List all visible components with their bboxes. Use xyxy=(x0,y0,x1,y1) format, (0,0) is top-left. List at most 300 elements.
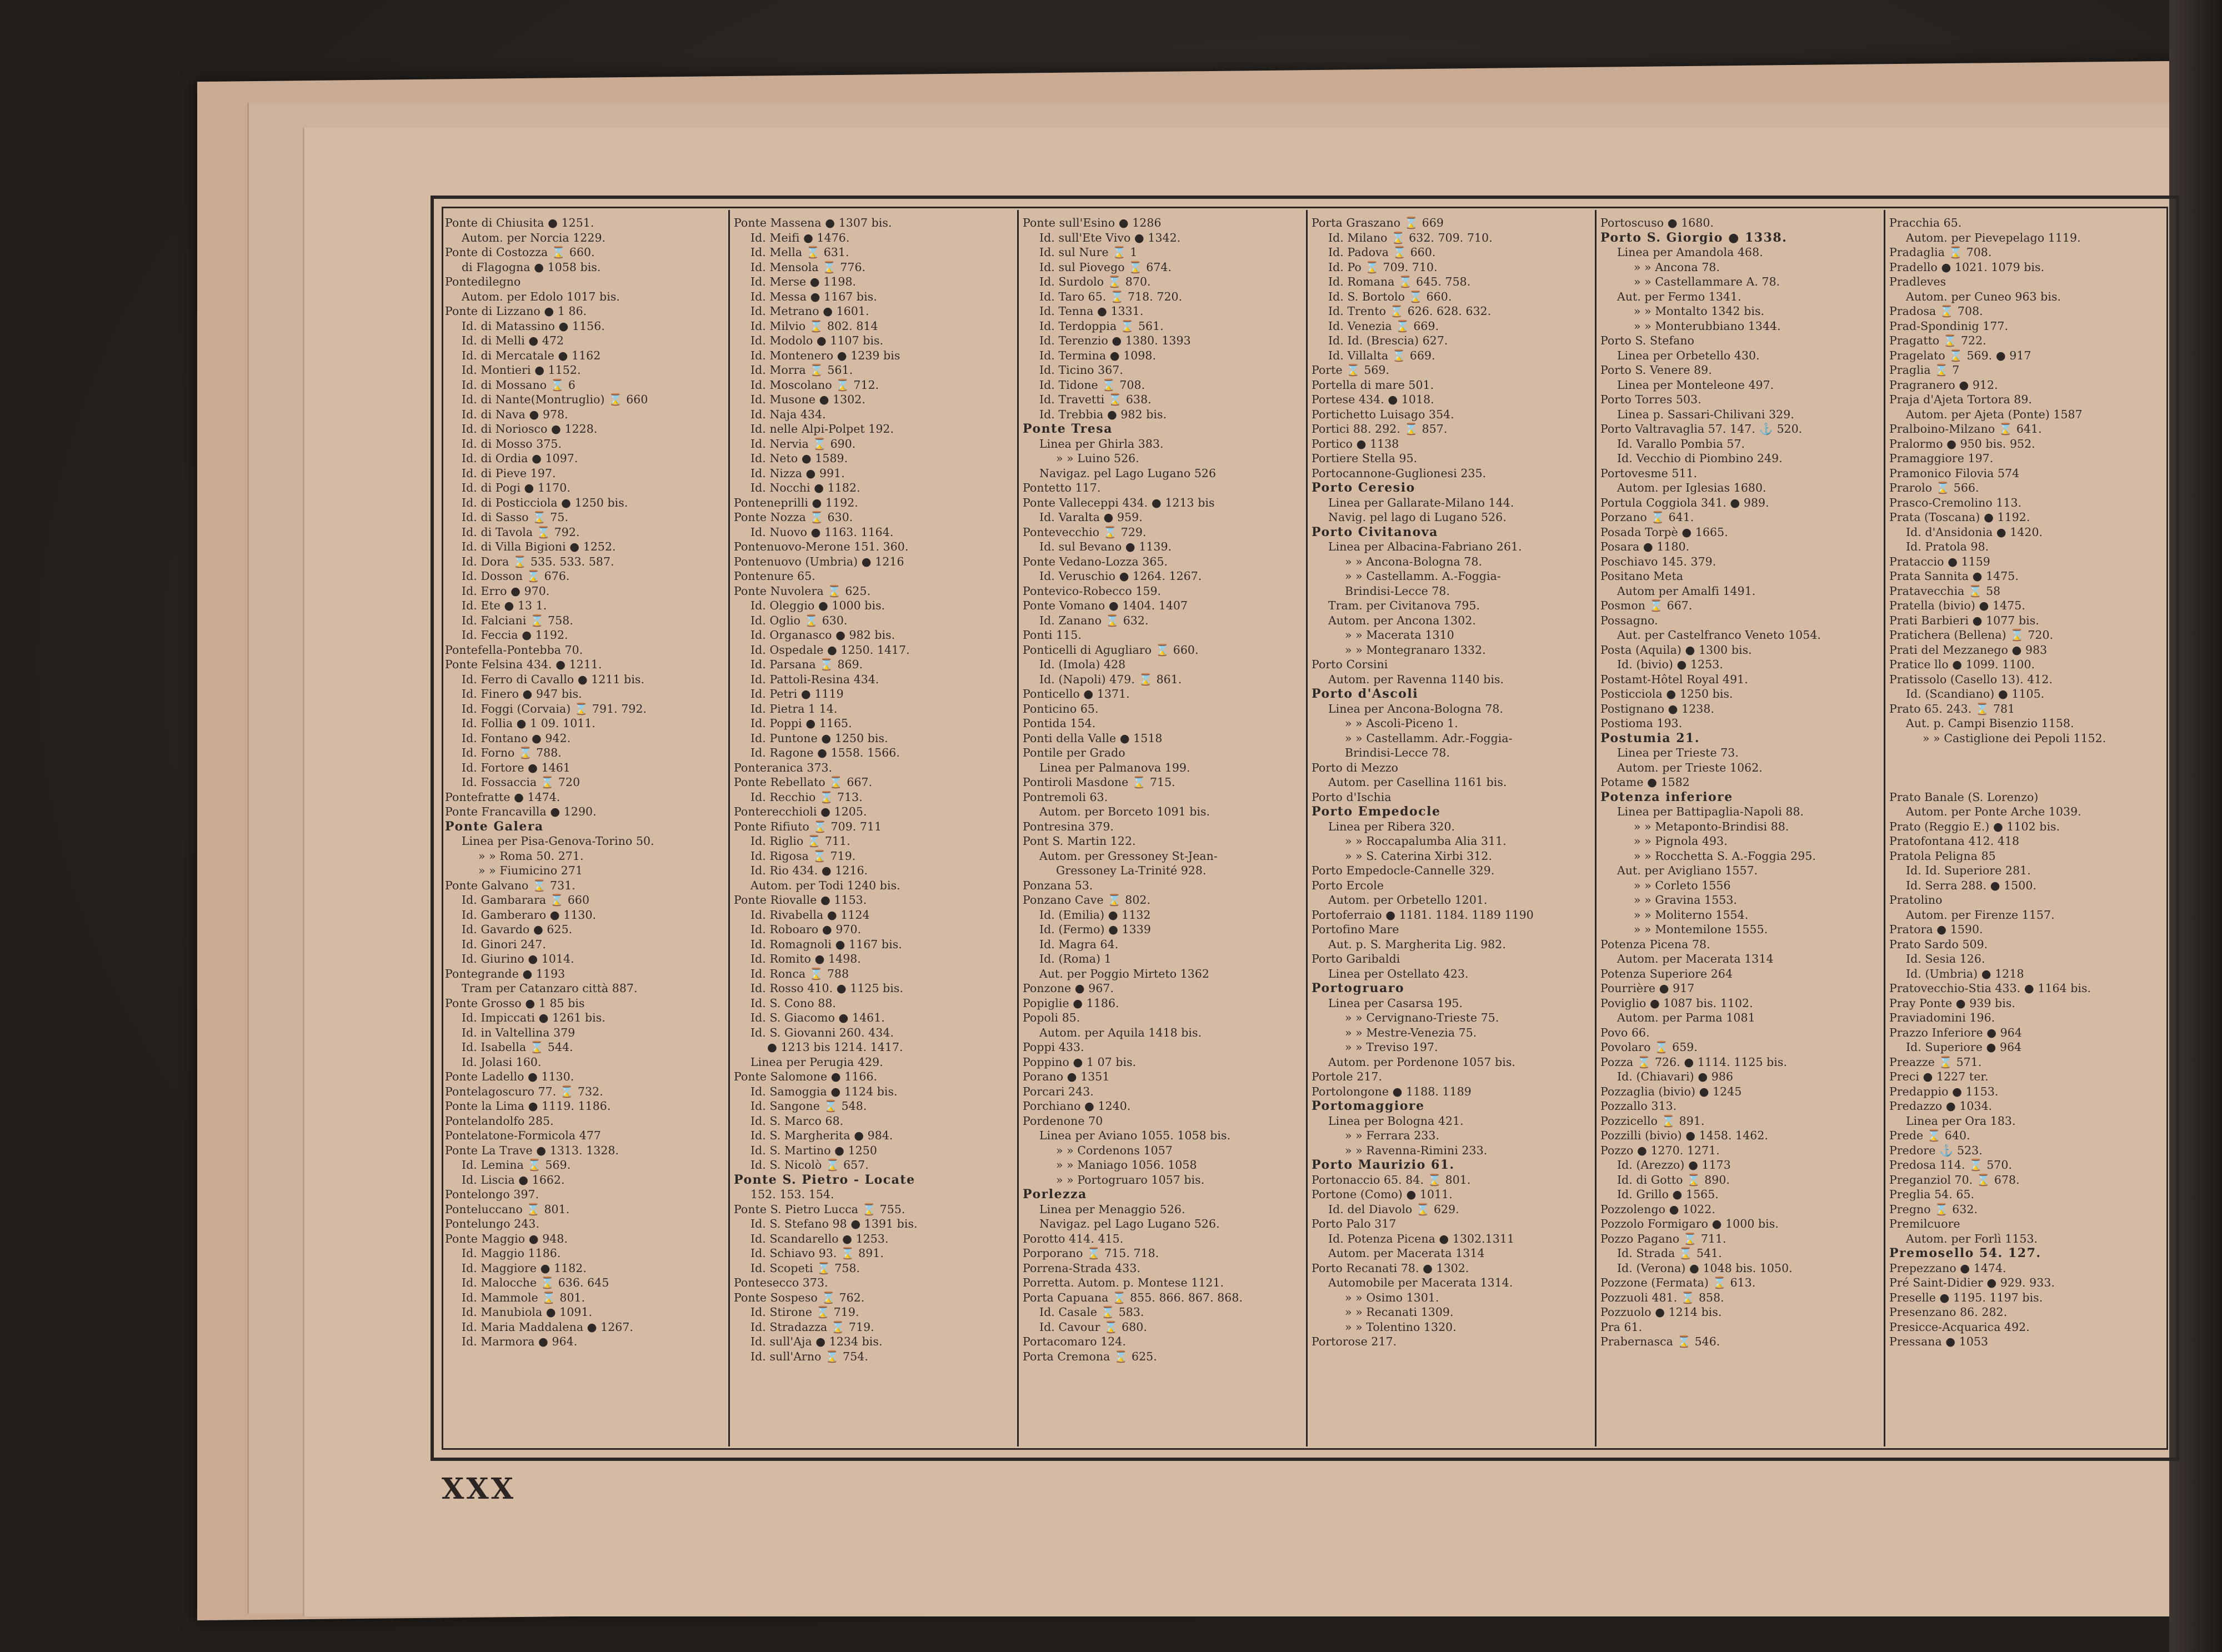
index-entry: Autom. per Pordenone 1057 bis. xyxy=(1328,1055,1515,1069)
index-entry: » » Ascoli-Piceno 1. xyxy=(1345,717,1458,730)
index-entry: Ponteluccano ⌛ 801. xyxy=(445,1202,570,1216)
index-entry: Prataccio ● 1159 xyxy=(1889,554,1990,568)
index-entry: Aut. per Fermo 1341. xyxy=(1617,289,1741,303)
index-entry: Ponticino 65. xyxy=(1023,702,1099,715)
index-entry: Pradaglia ⌛ 708. xyxy=(1889,246,1992,259)
index-entry: Id. Poppi ● 1165. xyxy=(750,717,852,730)
index-entry: Autom. per Edolo 1017 bis. xyxy=(462,289,620,303)
index-entry: Pozzuolo ● 1214 bis. xyxy=(1600,1305,1722,1319)
column-divider xyxy=(1595,210,1597,1446)
index-entry: Pragatto ⌛ 722. xyxy=(1889,334,1986,347)
index-entry: Pozzo ● 1270. 1271. xyxy=(1600,1143,1720,1157)
index-entry: Id. Maggio 1186. xyxy=(462,1246,561,1260)
index-entry: » » Portogruaro 1057 bis. xyxy=(1056,1173,1205,1187)
index-entry: Id. (Emilia) ● 1132 xyxy=(1039,908,1151,922)
index-entry: Prede ⌛ 640. xyxy=(1889,1129,1970,1142)
index-entry: Ponzone ● 967. xyxy=(1023,982,1114,995)
index-entry: Premilcuore xyxy=(1889,1217,1960,1230)
index-entry: Portogruaro xyxy=(1312,981,1405,995)
index-entry: Porotto 414. 415. xyxy=(1023,1232,1124,1245)
index-entry: Id. Oleggio ● 1000 bis. xyxy=(750,599,885,612)
index-entry: Id. S. Giovanni 260. 434. xyxy=(750,1025,894,1039)
index-entry: Pontremoli 63. xyxy=(1023,790,1108,804)
index-entry: Tram per Catanzaro città 887. xyxy=(462,982,638,995)
index-entry: Praviadomini 196. xyxy=(1889,1011,1995,1024)
index-entry: Id. Marmora ● 964. xyxy=(462,1335,578,1348)
index-entry: Pontelandolfo 285. xyxy=(445,1114,554,1128)
index-entry: Pregno ⌛ 632. xyxy=(1889,1202,1978,1216)
index-entry: Id. Follia ● 1 09. 1011. xyxy=(462,717,595,730)
index-entry: Id. (bivio) ● 1253. xyxy=(1617,658,1723,671)
index-entry: Prata Sannita ● 1475. xyxy=(1889,569,2019,583)
index-entry: Porto Ceresio xyxy=(1312,480,1415,495)
index-entry: Id. di Posticciola ● 1250 bis. xyxy=(462,495,628,509)
index-entry: Povo 66. xyxy=(1600,1025,1650,1039)
index-entry: Autom per Amalfi 1491. xyxy=(1617,584,1756,598)
index-entry: Porporano ⌛ 715. 718. xyxy=(1023,1246,1159,1260)
index-entry: Pontiroli Masdone ⌛ 715. xyxy=(1023,775,1175,789)
index-entry: Poppi 433. xyxy=(1023,1040,1084,1054)
index-column-4 xyxy=(1312,216,1596,1444)
index-entry: » » Castiglione dei Pepoli 1152. xyxy=(1923,731,2106,745)
index-entry: Porzano ⌛ 641. xyxy=(1600,510,1694,524)
index-entry: Ponte S. Pietro - Locate xyxy=(734,1172,915,1187)
index-entry: Id. Forno ⌛ 788. xyxy=(462,746,562,759)
index-entry: Autom. per Pievepelago 1119. xyxy=(1906,231,2081,244)
index-entry: Prarolo ⌛ 566. xyxy=(1889,481,1979,494)
index-entry: » » Gravina 1553. xyxy=(1634,893,1737,907)
index-entry: Popiglie ● 1186. xyxy=(1023,996,1119,1010)
index-entry: Portole 217. xyxy=(1312,1070,1383,1083)
index-entry: Id. Erro ● 970. xyxy=(462,584,550,598)
index-entry: Tram. per Civitanova 795. xyxy=(1328,599,1480,612)
index-entry: Ponte Galera xyxy=(445,819,544,834)
index-column-6 xyxy=(1889,216,2174,1444)
index-entry: Pozza ⌛ 726. ● 1114. 1125 bis. xyxy=(1600,1055,1788,1069)
index-entry: Prato Sardo 509. xyxy=(1889,937,1988,951)
index-entry: Ponte Vedano-Lozza 365. xyxy=(1023,554,1168,568)
index-entry: » » Castellammare A. 78. xyxy=(1634,275,1780,288)
index-entry: Id. Feccia ● 1192. xyxy=(462,628,568,642)
index-entry: Ponte Rifiuto ⌛ 709. 711 xyxy=(734,819,882,833)
index-entry: Prabernasca ⌛ 546. xyxy=(1600,1335,1720,1348)
index-entry: Id. Terenzio ● 1380. 1393 xyxy=(1039,334,1191,347)
index-entry: Autom. per Cuneo 963 bis. xyxy=(1906,289,2061,303)
index-entry: Predosa 114. ⌛ 570. xyxy=(1889,1158,2013,1172)
index-entry: Id. di Pieve 197. xyxy=(462,466,556,480)
index-entry: Id. Manubiola ● 1091. xyxy=(462,1305,593,1319)
index-entry: Id. Naja 434. xyxy=(750,407,826,421)
index-entry: Ponte Maggio ● 948. xyxy=(445,1232,568,1245)
index-entry: Prazzo Inferiore ● 964 xyxy=(1889,1025,2022,1039)
index-entry: Prasco-Cremolino 113. xyxy=(1889,495,2022,509)
index-entry: Pramaggiore 197. xyxy=(1889,452,1994,465)
index-entry: Id. Vecchio di Piombino 249. xyxy=(1617,452,1783,465)
index-entry: Postamt-Hôtel Royal 491. xyxy=(1600,672,1748,686)
index-entry: Pracchia 65. xyxy=(1889,216,1962,229)
index-entry: Id. (Chiavari) ● 986 xyxy=(1617,1070,1734,1083)
index-entry: Id. Trento ⌛ 626. 628. 632. xyxy=(1328,304,1492,318)
index-entry: Id. di Nava ● 978. xyxy=(462,407,568,421)
index-entry: Id. S. Giacomo ● 1461. xyxy=(750,1011,885,1024)
index-entry: Prad-Spondinig 177. xyxy=(1889,319,2009,333)
index-entry: Id. Modolo ● 1107 bis. xyxy=(750,334,884,347)
index-entry: Portese 434. ● 1018. xyxy=(1312,393,1434,406)
index-entry: » » Corleto 1556 xyxy=(1634,878,1731,892)
index-entry: Ponti della Valle ● 1518 xyxy=(1023,731,1163,745)
index-entry: Ponti 115. xyxy=(1023,628,1082,642)
index-entry: Id. di Ordia ● 1097. xyxy=(462,452,578,465)
index-entry: Id. Varalta ● 959. xyxy=(1039,510,1143,524)
index-entry: Porano ● 1351 xyxy=(1023,1070,1110,1083)
index-entry: Prati Barbieri ● 1077 bis. xyxy=(1889,613,2039,627)
index-entry: Porto Torres 503. xyxy=(1600,393,1701,406)
index-entry: Aut. per Avigliano 1557. xyxy=(1617,864,1758,877)
index-entry: Id. Magra 64. xyxy=(1039,937,1119,951)
index-entry: Id. di Gotto ⌛ 890. xyxy=(1617,1173,1730,1187)
index-entry: Id. Ete ● 13 1. xyxy=(462,599,547,612)
index-entry: Id. Tenna ● 1331. xyxy=(1039,304,1144,318)
index-entry: Ponte Rebellato ⌛ 667. xyxy=(734,775,873,789)
index-entry: Id. Scopeti ⌛ 758. xyxy=(750,1261,860,1275)
index-entry: Id. Casale ⌛ 583. xyxy=(1039,1305,1144,1319)
index-entry: Id. Id. (Brescia) 627. xyxy=(1328,334,1448,347)
index-entry: Id. sul Bevano ● 1139. xyxy=(1039,540,1172,553)
index-entry: Ponte Grosso ● 1 85 bis xyxy=(445,996,585,1010)
index-entry: Id. Taro 65. ⌛ 718. 720. xyxy=(1039,289,1183,303)
index-entry: Autom. per Borceto 1091 bis. xyxy=(1039,805,1210,818)
index-entry: Id. Pietra 1 14. xyxy=(750,702,838,715)
index-entry: Id. Liscia ● 1662. xyxy=(462,1173,565,1187)
index-entry: Id. Oglio ⌛ 630. xyxy=(750,613,848,627)
index-entry: Id. Petri ● 1119 xyxy=(750,687,844,700)
index-entry: Pratissolo (Casello 13). 412. xyxy=(1889,672,2053,686)
index-entry: Autom. per Forlì 1153. xyxy=(1906,1232,2038,1245)
index-entry: Id. di Pogi ● 1170. xyxy=(462,481,570,494)
index-entry: Pozzo Pagano ⌛ 711. xyxy=(1600,1232,1726,1245)
index-entry: Ponte di Lizzano ● 1 86. xyxy=(445,304,587,318)
index-entry: Id. Montieri ● 1152. xyxy=(462,363,581,377)
index-entry: Ponteneprilli ● 1192. xyxy=(734,495,858,509)
index-entry: Linea per Bologna 421. xyxy=(1328,1114,1464,1128)
index-entry: Positano Meta xyxy=(1600,569,1683,583)
index-entry: Pozzicello ⌛ 891. xyxy=(1600,1114,1705,1128)
index-entry: Porte ⌛ 569. xyxy=(1312,363,1390,377)
index-entry: Portacomaro 124. xyxy=(1023,1335,1126,1348)
index-entry: Porto Valtravaglia 57. 147. ⚓ 520. xyxy=(1600,422,1803,435)
index-column-3 xyxy=(1023,216,1307,1444)
index-entry: Pontefella-Pontebba 70. xyxy=(445,643,583,657)
index-entry: Id. Termina ● 1098. xyxy=(1039,348,1157,362)
index-entry: Pordenone 70 xyxy=(1023,1114,1103,1128)
index-entry: Porto d'Ascoli xyxy=(1312,687,1419,701)
index-entry: Linea per Ora 183. xyxy=(1906,1114,2016,1128)
index-entry: Ponte Tresa xyxy=(1023,422,1113,436)
index-entry: Portoferraio ● 1181. 1184. 1189 1190 xyxy=(1312,908,1534,922)
index-entry: Id. di Nante(Montruglio) ⌛ 660 xyxy=(462,393,648,406)
column-divider xyxy=(1884,210,1885,1446)
index-entry: Postumia 21. xyxy=(1600,730,1700,745)
index-entry: Id. Fossaccia ⌛ 720 xyxy=(462,775,580,789)
index-entry: Pratichera (Bellena) ⌛ 720. xyxy=(1889,628,2054,642)
index-entry: Predappio ● 1153. xyxy=(1889,1084,1999,1098)
index-entry: Linea per Ghirla 383. xyxy=(1039,437,1164,450)
index-entry: Porta Cremona ⌛ 625. xyxy=(1023,1349,1157,1363)
index-entry: Id. Fortore ● 1461 xyxy=(462,760,570,774)
index-entry: Predazzo ● 1034. xyxy=(1889,1099,1993,1113)
index-entry: Id. Travetti ⌛ 638. xyxy=(1039,393,1152,406)
index-entry: Id. Romana ⌛ 645. 758. xyxy=(1328,275,1471,288)
index-entry: » » Tolentino 1320. xyxy=(1345,1320,1457,1334)
index-entry: Popoli 85. xyxy=(1023,1011,1080,1024)
column-divider xyxy=(1017,210,1019,1446)
index-entry: Id. Stradazza ⌛ 719. xyxy=(750,1320,874,1334)
index-entry: Id. Rio 434. ● 1216. xyxy=(750,864,868,877)
index-entry: Id. Trebbia ● 982 bis. xyxy=(1039,407,1167,421)
index-entry: Autom. per Norcia 1229. xyxy=(462,231,606,244)
index-entry: Portofino Mare xyxy=(1312,923,1399,936)
index-entry: Potenza Picena 78. xyxy=(1600,937,1710,951)
index-entry: Porto Ercole xyxy=(1312,878,1384,892)
index-entry: Ponteranica 373. xyxy=(734,760,833,774)
index-entry: Id. Surdolo ⌛ 870. xyxy=(1039,275,1151,288)
index-entry: Ponte Valleceppi 434. ● 1213 bis xyxy=(1023,495,1215,509)
index-entry: Pratolino xyxy=(1889,893,1943,907)
index-entry: Id. Strada ⌛ 541. xyxy=(1617,1246,1722,1260)
index-entry: Ponte La Trave ● 1313. 1328. xyxy=(445,1143,619,1157)
index-entry: Linea per Palmanova 199. xyxy=(1039,760,1190,774)
index-entry: Portocannone-Guglionesi 235. xyxy=(1312,466,1487,480)
index-entry: Id. S. Martino ● 1250 xyxy=(750,1143,877,1157)
index-entry: Porretta. Autom. p. Montese 1121. xyxy=(1023,1276,1224,1289)
index-entry: » » Treviso 197. xyxy=(1345,1040,1438,1054)
index-entry: Potenza Superiore 264 xyxy=(1600,967,1733,980)
index-entry: Id. Fontano ● 942. xyxy=(462,731,571,745)
index-entry: Posara ● 1180. xyxy=(1600,540,1690,553)
index-entry: » » Cordenons 1057 xyxy=(1056,1143,1173,1157)
index-entry: Portiere Stella 95. xyxy=(1312,452,1418,465)
index-entry: Id. Dosson ⌛ 676. xyxy=(462,569,570,583)
index-entry: Pozzilli (bivio) ● 1458. 1462. xyxy=(1600,1129,1769,1142)
index-entry: Id. di Sasso ⌛ 75. xyxy=(462,510,569,524)
index-entry: Linea per Ribera 320. xyxy=(1328,819,1455,833)
index-entry: Id. Metrano ● 1601. xyxy=(750,304,869,318)
index-entry: » » Metaponto-Brindisi 88. xyxy=(1634,819,1789,833)
index-entry: Id. Nocchi ● 1182. xyxy=(750,481,860,494)
index-entry: Id. Padova ⌛ 660. xyxy=(1328,246,1436,259)
index-entry: Id. Ginori 247. xyxy=(462,937,546,951)
index-entry: Id. S. Stefano 98 ● 1391 bis. xyxy=(750,1217,918,1230)
index-entry: Pratovecchio-Stia 433. ● 1164 bis. xyxy=(1889,982,2091,995)
index-entry: Autom. per Casellina 1161 bis. xyxy=(1328,775,1507,789)
index-entry: » » Cervignano-Trieste 75. xyxy=(1345,1011,1499,1024)
index-entry: Id. Maggiore ● 1182. xyxy=(462,1261,587,1275)
index-entry: Prati del Mezzanego ● 983 xyxy=(1889,643,2048,657)
index-entry: Ponte Ladello ● 1130. xyxy=(445,1070,574,1083)
index-entry: Id. Villalta ⌛ 669. xyxy=(1328,348,1435,362)
index-column-1 xyxy=(445,216,729,1444)
index-entry: Portonaccio 65. 84. ⌛ 801. xyxy=(1312,1173,1471,1187)
index-entry: Id. in Valtellina 379 xyxy=(462,1025,575,1039)
index-entry: Linea per Trieste 73. xyxy=(1617,746,1739,759)
index-entry: » » Macerata 1310 xyxy=(1345,628,1454,642)
index-entry: » » Roma 50. 271. xyxy=(478,849,584,863)
index-entry: Pratora ● 1590. xyxy=(1889,923,1983,936)
index-entry: Id. Nervia ⌛ 690. xyxy=(750,437,856,450)
index-entry: Pontefratte ● 1474. xyxy=(445,790,560,804)
index-entry: Id. Dora ⌛ 535. 533. 587. xyxy=(462,554,614,568)
page-number: XXX xyxy=(442,1472,516,1506)
index-entry: Id. Stirone ⌛ 719. xyxy=(750,1305,859,1319)
index-entry: Id. Parsana ⌛ 869. xyxy=(750,658,863,671)
index-entry: Pradello ● 1021. 1079 bis. xyxy=(1889,260,2045,274)
index-entry: Id. Rosso 410. ● 1125 bis. xyxy=(750,982,904,995)
index-entry: » » Montemilone 1555. xyxy=(1634,923,1768,936)
index-entry: Id. Foggi (Corvaia) ⌛ 791. 792. xyxy=(462,702,647,715)
index-entry: Id. Giurino ● 1014. xyxy=(462,952,574,965)
index-entry: Pozzolengo ● 1022. xyxy=(1600,1202,1715,1216)
index-entry: Linea per Gallarate-Milano 144. xyxy=(1328,495,1514,509)
column-divider xyxy=(728,210,730,1446)
index-entry: Linea p. Sassari-Chilivani 329. xyxy=(1617,407,1794,421)
index-entry: Ponte Riovalle ● 1153. xyxy=(734,893,867,907)
index-entry: Portorose 217. xyxy=(1312,1335,1397,1348)
index-column-2 xyxy=(734,216,1018,1444)
index-entry: Ponzano Cave ⌛ 802. xyxy=(1023,893,1151,907)
index-entry: Id. Recchio ⌛ 713. xyxy=(750,790,863,804)
index-entry: Brindisi-Lecce 78. xyxy=(1345,584,1450,598)
index-entry: Ponte di Chiusita ● 1251. xyxy=(445,216,594,229)
index-entry: Id. Mensola ⌛ 776. xyxy=(750,260,866,274)
index-entry: » » Castellamm. A.-Foggia- xyxy=(1345,569,1501,583)
index-entry: Id. Ferro di Cavallo ● 1211 bis. xyxy=(462,672,645,686)
index-entry: Id. (Scandiano) ● 1105. xyxy=(1906,687,2045,700)
index-entry: Prato (Reggio E.) ● 1102 bis. xyxy=(1889,819,2060,833)
index-entry: Porto Recanati 78. ● 1302. xyxy=(1312,1261,1469,1275)
index-entry: Pragelato ⌛ 569. ● 917 xyxy=(1889,348,2031,362)
index-entry: Praja d'Ajeta Tortora 89. xyxy=(1889,393,2033,406)
index-entry: Pontile per Grado xyxy=(1023,746,1125,759)
index-entry: Navigaz. pel Lago Lugano 526. xyxy=(1039,1217,1220,1230)
index-entry: Id. Nizza ● 991. xyxy=(750,466,845,480)
index-entry: Ponte Sospeso ⌛ 762. xyxy=(734,1290,865,1304)
index-entry: Autom. per Parma 1081 xyxy=(1617,1011,1755,1024)
index-entry: Premosello 54. 127. xyxy=(1889,1246,2041,1260)
index-entry: Portella di mare 501. xyxy=(1312,378,1434,392)
index-entry xyxy=(1889,760,2174,775)
index-entry: Id. S. Marco 68. xyxy=(750,1114,844,1128)
index-entry: » » Ancona-Bologna 78. xyxy=(1345,554,1483,568)
index-entry: Id. S. Margherita ● 984. xyxy=(750,1129,893,1142)
index-entry: Aut. per Castelfranco Veneto 1054. xyxy=(1617,628,1821,642)
index-entry: Pozzallo 313. xyxy=(1600,1099,1677,1113)
index-entry: Ponte sull'Esino ● 1286 xyxy=(1023,216,1162,229)
index-entry: Id. Pratola 98. xyxy=(1906,540,1989,553)
index-entry: Id. S. Cono 88. xyxy=(750,996,836,1010)
index-entry: Id. del Diavolo ⌛ 629. xyxy=(1328,1202,1459,1216)
index-entry: Povolaro ⌛ 659. xyxy=(1600,1040,1698,1054)
index-entry: Predore ⚓ 523. xyxy=(1889,1143,1983,1157)
index-entry: Id. (Arezzo) ● 1173 xyxy=(1617,1158,1731,1172)
index-entry: Pra 61. xyxy=(1600,1320,1643,1334)
index-entry: Id. Tidone ⌛ 708. xyxy=(1039,378,1145,392)
index-entry xyxy=(1889,775,2174,790)
index-entry: Pratola Peligna 85 xyxy=(1889,849,1996,863)
index-entry: Poschiavo 145. 379. xyxy=(1600,554,1716,568)
index-entry: Ponte Galvano ⌛ 731. xyxy=(445,878,575,892)
index-entry: Id. nelle Alpi-Polpet 192. xyxy=(750,422,894,435)
index-entry: Prato Banale (S. Lorenzo) xyxy=(1889,790,2039,804)
index-entry: Id. sull'Ete Vivo ● 1342. xyxy=(1039,231,1181,244)
index-entry: Id. Milvio ⌛ 802. 814 xyxy=(750,319,878,333)
index-entry: Id. Gavardo ● 625. xyxy=(462,923,573,936)
index-entry: Id. Impiccati ● 1261 bis. xyxy=(462,1011,605,1024)
index-entry: Id. Romagnoli ● 1167 bis. xyxy=(750,937,902,951)
index-entry: Porcari 243. xyxy=(1023,1084,1094,1098)
index-entry: Id. (Roma) 1 xyxy=(1039,952,1112,965)
index-entry: Id. Morra ⌛ 561. xyxy=(750,363,853,377)
index-entry: Ponticelli di Agugliaro ⌛ 660. xyxy=(1023,643,1199,657)
index-entry: Ponte di Costozza ⌛ 660. xyxy=(445,246,595,259)
index-entry: » » S. Caterina Xirbi 312. xyxy=(1345,849,1493,863)
index-entry: Autom. per Ajeta (Ponte) 1587 xyxy=(1906,407,2083,421)
index-entry: Possagno. xyxy=(1600,613,1658,627)
index-entry: Id. di Mosso 375. xyxy=(462,437,562,450)
index-entry: Pontida 154. xyxy=(1023,717,1096,730)
index-entry xyxy=(1889,745,2174,760)
index-entry: Preselle ● 1195. 1197 bis. xyxy=(1889,1290,2043,1304)
index-entry: Pourrière ● 917 xyxy=(1600,982,1695,995)
index-entry: Pratavecchia ⌛ 58 xyxy=(1889,584,2001,598)
index-entry: Id. sull'Arno ⌛ 754. xyxy=(750,1349,868,1363)
index-entry: Pontetto 117. xyxy=(1023,481,1101,494)
index-entry: Ponte Nuvolera ⌛ 625. xyxy=(734,584,871,598)
index-entry: 152. 153. 154. xyxy=(750,1188,834,1201)
index-entry: Porto d'Ischia xyxy=(1312,790,1392,804)
index-entry: Id. Finero ● 947 bis. xyxy=(462,687,582,700)
index-entry: Pozzuoli 481. ⌛ 858. xyxy=(1600,1290,1724,1304)
index-entry: Id. Merse ● 1198. xyxy=(750,275,857,288)
index-entry: » » Roccapalumba Alia 311. xyxy=(1345,834,1507,848)
index-entry: Id. Montenero ● 1239 bis xyxy=(750,348,900,362)
index-entry: Id. Zanano ⌛ 632. xyxy=(1039,613,1149,627)
index-entry: Id. sul Nure ⌛ 1 xyxy=(1039,246,1138,259)
index-entry: Id. di Tavola ⌛ 792. xyxy=(462,525,580,539)
index-entry: Id. (Umbria) ● 1218 xyxy=(1906,967,2024,980)
index-entry: Porchiano ● 1240. xyxy=(1023,1099,1131,1113)
index-entry: Porto Corsini xyxy=(1312,658,1388,671)
index-entry: » » Monterubbiano 1344. xyxy=(1634,319,1781,333)
index-entry: Id. Cavour ⌛ 680. xyxy=(1039,1320,1147,1334)
index-entry: Autom. per Todi 1240 bis. xyxy=(750,878,900,892)
index-entry: » » Castellamm. Adr.-Foggia- xyxy=(1345,731,1513,745)
index-entry: Autom. per Iglesias 1680. xyxy=(1617,481,1766,494)
index-entry: Pozzolo Formigaro ● 1000 bis. xyxy=(1600,1217,1779,1230)
index-entry: Portoscuso ● 1680. xyxy=(1600,216,1714,229)
index-entry: Ponte Salomone ● 1166. xyxy=(734,1070,878,1083)
index-entry: Pontenure 65. xyxy=(734,569,815,583)
index-entry: Pré Saint-Didier ● 929. 933. xyxy=(1889,1276,2055,1289)
index-entry: Id. Mella ⌛ 631. xyxy=(750,246,849,259)
index-entry: Prepezzano ● 1474. xyxy=(1889,1261,2006,1275)
index-entry: Postioma 193. xyxy=(1600,717,1683,730)
index-entry: Autom. per Firenze 1157. xyxy=(1906,908,2055,922)
index-entry: Id. Superiore ● 964 xyxy=(1906,1040,2022,1054)
index-entry: Portico ● 1138 xyxy=(1312,437,1399,450)
index-entry: Pragranero ● 912. xyxy=(1889,378,1998,392)
index-entry: » » Montegranaro 1332. xyxy=(1345,643,1486,657)
index-entry: Id. sul Piovego ⌛ 674. xyxy=(1039,260,1172,274)
